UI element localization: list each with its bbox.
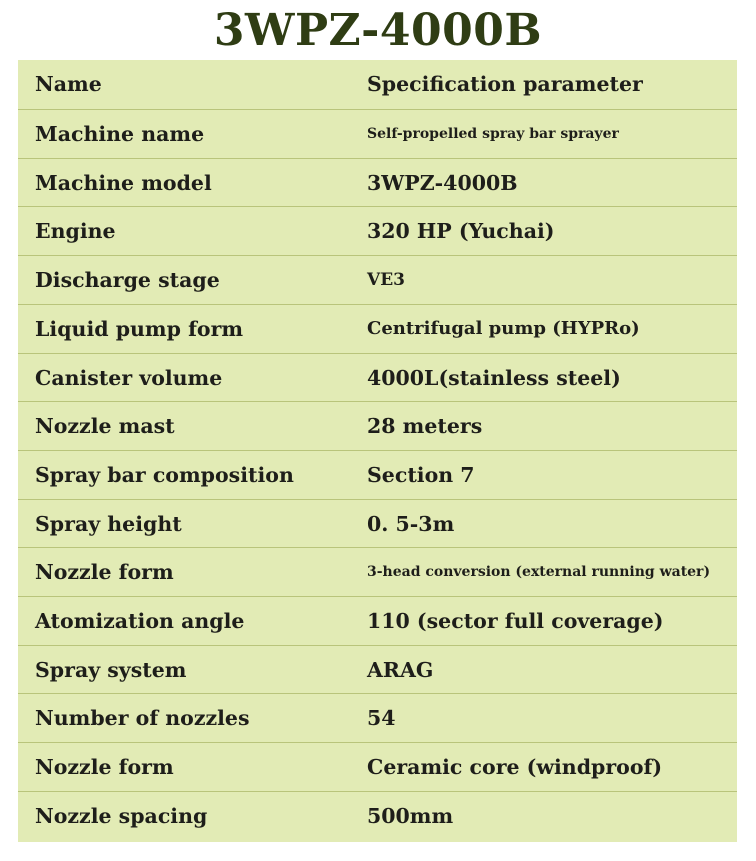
table-row <box>18 206 737 254</box>
table-row <box>18 693 737 741</box>
row-name: Nozzle form <box>35 560 174 584</box>
row-value: 3-head conversion (external running water) <box>367 564 711 580</box>
row-name: Number of nozzles <box>35 706 250 730</box>
header-name: Name <box>35 72 102 96</box>
table-row <box>18 450 737 498</box>
table-row <box>18 547 737 595</box>
row-value: Self-propelled spray bar sprayer <box>367 126 619 142</box>
table-row <box>18 742 737 790</box>
row-value: 28 meters <box>367 414 483 438</box>
table-header-row <box>18 60 737 108</box>
row-name: Nozzle spacing <box>35 804 208 828</box>
page-title: 3WPZ-4000B <box>213 5 543 56</box>
table-row <box>18 401 737 449</box>
row-name: Nozzle mast <box>35 414 175 438</box>
row-value: 500mm <box>367 804 454 828</box>
row-name: Atomization angle <box>35 609 245 633</box>
header-value: Specification parameter <box>367 72 643 96</box>
row-value: 4000L(stainless steel) <box>367 366 621 390</box>
table-row <box>18 499 737 547</box>
row-value: Centrifugal pump (HYPRo) <box>367 318 640 339</box>
row-name: Machine model <box>35 171 212 195</box>
row-name: Spray height <box>35 512 182 536</box>
row-value: 54 <box>367 706 396 730</box>
row-name: Canister volume <box>35 366 223 390</box>
row-name: Spray bar composition <box>35 463 294 487</box>
table-row <box>18 645 737 693</box>
row-name: Liquid pump form <box>35 317 244 341</box>
row-value: 3WPZ-4000B <box>367 171 518 195</box>
row-name: Spray system <box>35 658 187 682</box>
table-row <box>18 353 737 401</box>
row-value: Ceramic core (windproof) <box>367 755 663 779</box>
row-name: Discharge stage <box>35 268 220 292</box>
table-row <box>18 109 737 157</box>
row-value: 0. 5-3m <box>367 512 455 536</box>
table-row <box>18 304 737 352</box>
table-row <box>18 255 737 303</box>
row-value: Section 7 <box>367 463 475 487</box>
row-value: VE3 <box>367 270 405 290</box>
row-name: Machine name <box>35 122 205 146</box>
table-row <box>18 596 737 644</box>
row-name: Nozzle form <box>35 755 174 779</box>
table-row <box>18 158 737 206</box>
row-value: ARAG <box>367 658 434 682</box>
table-row <box>18 791 737 839</box>
row-name: Engine <box>35 219 116 243</box>
spec-table <box>18 60 737 842</box>
row-value: 320 HP (Yuchai) <box>367 219 555 243</box>
row-value: 110 (sector full coverage) <box>367 609 664 633</box>
